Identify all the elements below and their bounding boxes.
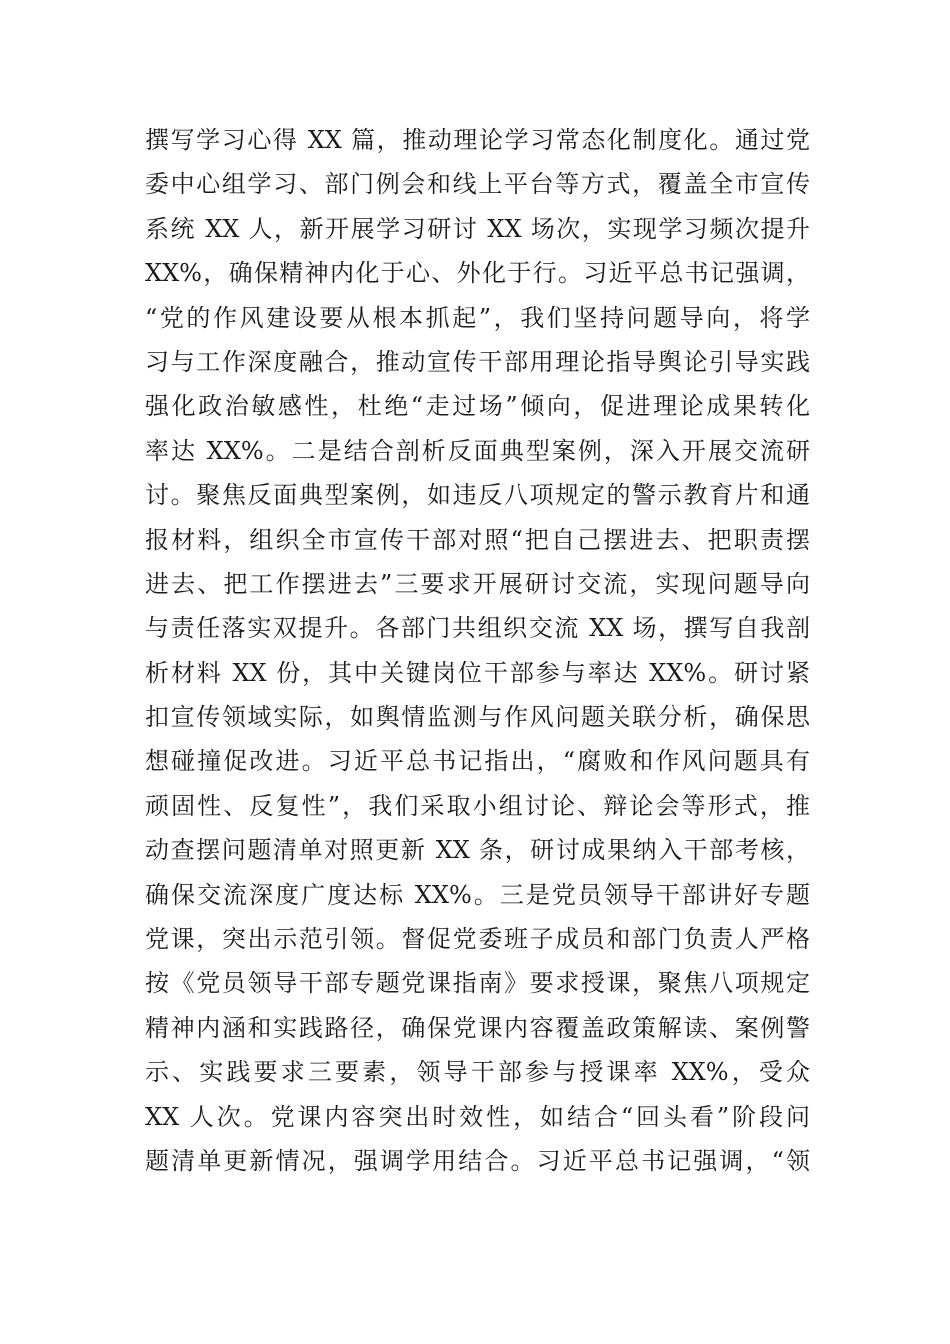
text-line: 顽固性、反复性”，我们采取小组讨论、辩论会等形式，推: [145, 791, 810, 820]
text-line: “党的作风建设要从根本抓起”，我们坚持问题导向，将学: [145, 303, 810, 332]
text-line: 精神内涵和实践路径，确保党课内容覆盖政策解读、案例警: [145, 1013, 810, 1042]
text-line: 率达 XX%。二是结合剖析反面典型案例，深入开展交流研: [145, 436, 810, 465]
text-line: 确保交流深度广度达标 XX%。三是党员领导干部讲好专题: [145, 880, 810, 909]
text-line: 想碰撞促改进。习近平总书记指出，“腐败和作风问题具有: [145, 747, 810, 776]
text-line: 析材料 XX 份，其中关键岗位干部参与率达 XX%。研讨紧: [145, 658, 810, 687]
text-line: 党课，突出示范引领。督促党委班子成员和部门负责人严格: [145, 925, 810, 954]
text-line: 讨。聚焦反面典型案例，如违反八项规定的警示教育片和通: [145, 481, 810, 510]
text-line: 强化政治敏感性，杜绝“走过场”倾向，促进理论成果转化: [145, 392, 810, 421]
text-line: 系统 XX 人，新开展学习研讨 XX 场次，实现学习频次提升: [145, 214, 810, 243]
text-line: 按《党员领导干部专题党课指南》要求授课，聚焦八项规定: [145, 969, 810, 998]
body-paragraph: [145, 118, 810, 1183]
text-line: 与责任落实双提升。各部门共组织交流 XX 场，撰写自我剖: [145, 614, 810, 643]
text-line: 撰写学习心得 XX 篇，推动理论学习常态化制度化。通过党: [145, 126, 810, 154]
text-line: 示、实践要求三要素，领导干部参与授课率 XX%，受众: [145, 1058, 810, 1087]
text-line: XX%，确保精神内化于心、外化于行。习近平总书记强调，: [145, 259, 810, 288]
text-line: 扣宣传领域实际，如舆情监测与作风问题关联分析，确保思: [145, 703, 810, 732]
text-line: 报材料，组织全市宣传干部对照“把自己摆进去、把职责摆: [145, 525, 810, 554]
text-line: 进去、把工作摆进去”三要求开展研讨交流，实现问题导向: [145, 569, 810, 598]
text-line: 委中心组学习、部门例会和线上平台等方式，覆盖全市宣传: [145, 170, 810, 199]
text-line: 动查摆问题清单对照更新 XX 条，研讨成果纳入干部考核，: [145, 836, 810, 865]
text-line: 题清单更新情况，强调学用结合。习近平总书记强调，“领: [145, 1146, 810, 1175]
text-line: 习与工作深度融合，推动宣传干部用理论指导舆论引导实践: [145, 347, 810, 376]
text-line: XX 人次。党课内容突出时效性，如结合“回头看”阶段问: [145, 1102, 810, 1131]
